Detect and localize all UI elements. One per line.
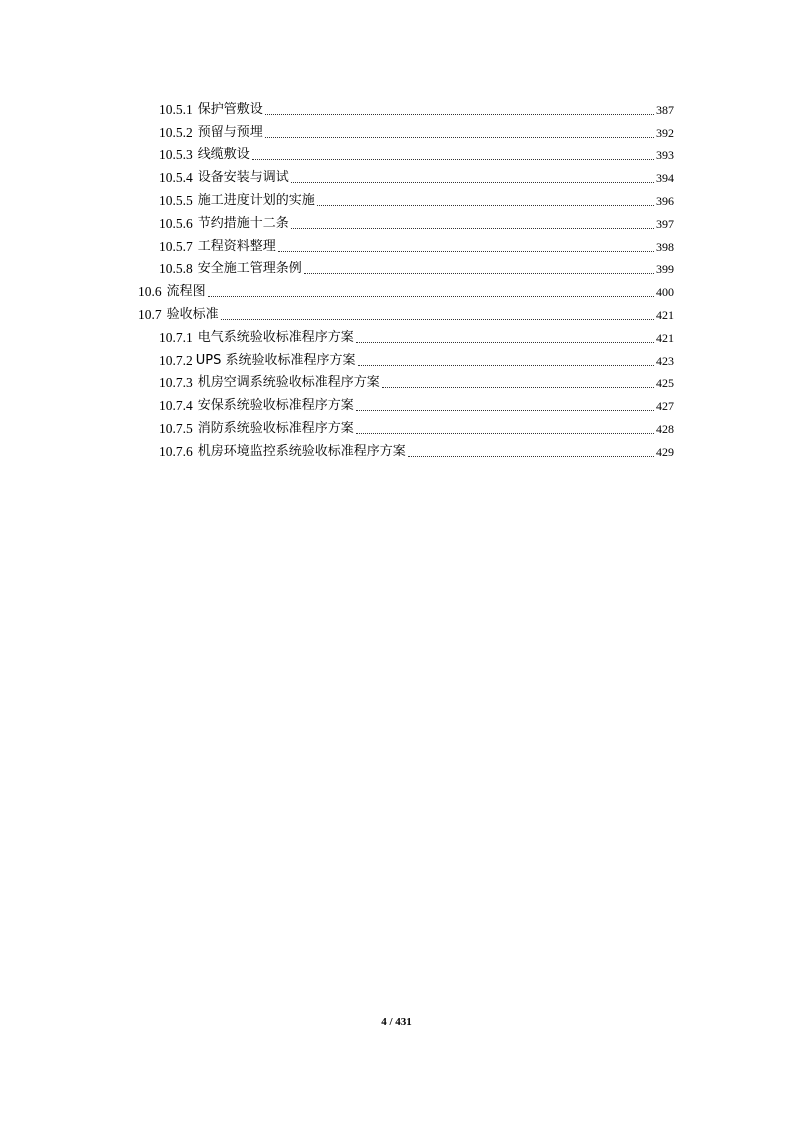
- toc-entry-title: 安全施工管理条例: [197, 261, 302, 277]
- toc-leader-dots: [356, 432, 654, 434]
- toc-entry-title: 设备安装与调试: [197, 170, 289, 186]
- toc-entry-title: 线缆敷设: [197, 147, 250, 163]
- toc-leader-dots: [356, 341, 654, 343]
- toc-entry-number: 10.5.3: [159, 147, 193, 163]
- toc-entry-number: 10.7.2: [159, 352, 193, 368]
- toc-entry-page: 427: [656, 399, 674, 414]
- toc-leader-dots: [358, 364, 655, 366]
- toc-entry-10-5-6[interactable]: [138, 209, 674, 232]
- toc-entry-number: 10.7.6: [159, 443, 193, 459]
- toc-leader-dots: [304, 272, 654, 274]
- toc-entry-page: 421: [656, 307, 674, 322]
- toc-entry-number: 10.7.3: [159, 375, 193, 391]
- toc-entry-number: 10.5.6: [159, 215, 193, 231]
- toc-entry-10-6[interactable]: [138, 277, 674, 300]
- toc-entry-page: 396: [656, 193, 674, 208]
- toc-entry-10-5-3[interactable]: [138, 141, 674, 164]
- toc-entry-number: 10.7.4: [159, 398, 193, 414]
- toc-entry-page: 398: [656, 239, 674, 254]
- table-of-contents: [138, 95, 674, 460]
- toc-entry-title: 验收标准: [166, 306, 219, 322]
- toc-entry-number: 10.7.1: [159, 329, 193, 345]
- toc-entry-title: 预留与预埋: [197, 124, 263, 140]
- toc-entry-number: 10.6: [138, 284, 162, 300]
- toc-entry-page: 394: [656, 171, 674, 186]
- toc-entry-title: 电气系统验收标准程序方案: [197, 329, 354, 345]
- toc-entry-page: 400: [656, 285, 674, 300]
- toc-entry-number: 10.5.2: [159, 124, 193, 140]
- toc-entry-page: 425: [656, 376, 674, 391]
- toc-entry-page: 428: [656, 421, 674, 436]
- toc-entry-number: 10.7.5: [159, 420, 193, 436]
- toc-entry-number: 10.5.5: [159, 192, 193, 208]
- toc-leader-dots: [265, 136, 654, 138]
- toc-leader-dots: [382, 386, 654, 388]
- toc-entry-number: 10.5.8: [159, 261, 193, 277]
- page-number: 4 / 431: [381, 1016, 412, 1028]
- toc-leader-dots: [208, 295, 654, 297]
- toc-entry-10-5-8[interactable]: [138, 255, 674, 278]
- toc-entry-title: 流程图: [166, 284, 206, 300]
- toc-entry-number: 10.5.4: [159, 170, 193, 186]
- toc-entry-title: 保护管敷设: [197, 101, 263, 117]
- toc-entry-10-7-3[interactable]: [138, 369, 674, 392]
- toc-leader-dots: [221, 318, 654, 320]
- toc-entry-title: UPS 系统验收标准程序方案: [195, 352, 356, 368]
- toc-leader-dots: [408, 455, 654, 457]
- toc-entry-10-7-2[interactable]: [138, 346, 674, 369]
- toc-entry-title: 施工进度计划的实施: [197, 192, 315, 208]
- toc-leader-dots: [278, 250, 654, 252]
- toc-leader-dots: [252, 158, 654, 160]
- toc-entry-title: 机房环境监控系统验收标准程序方案: [197, 443, 406, 459]
- toc-leader-dots: [291, 227, 654, 229]
- toc-entry-number: 10.7: [138, 306, 162, 322]
- toc-entry-10-5-4[interactable]: [138, 163, 674, 186]
- toc-leader-dots: [317, 204, 654, 206]
- toc-entry-10-7-4[interactable]: [138, 391, 674, 414]
- toc-entry-page: 429: [656, 444, 674, 459]
- toc-entry-10-5-5[interactable]: [138, 186, 674, 209]
- toc-entry-10-7-6[interactable]: [138, 437, 674, 460]
- toc-entry-title: 消防系统验收标准程序方案: [197, 420, 354, 436]
- toc-entry-10-7-5[interactable]: [138, 414, 674, 437]
- toc-entry-10-7[interactable]: [138, 300, 674, 323]
- toc-entry-page: 387: [656, 102, 674, 117]
- toc-entry-page: 399: [656, 262, 674, 277]
- toc-entry-10-7-1[interactable]: [138, 323, 674, 346]
- toc-entry-page: 423: [656, 353, 674, 368]
- toc-entry-title: 安保系统验收标准程序方案: [197, 398, 354, 414]
- toc-entry-page: 421: [656, 330, 674, 345]
- toc-entry-10-5-2[interactable]: [138, 118, 674, 141]
- toc-leader-dots: [265, 113, 654, 115]
- toc-entry-title: 机房空调系统验收标准程序方案: [197, 375, 380, 391]
- toc-entry-10-5-7[interactable]: [138, 232, 674, 255]
- toc-leader-dots: [291, 181, 654, 183]
- toc-entry-title: 节约措施十二条: [197, 215, 289, 231]
- toc-leader-dots: [356, 409, 654, 411]
- toc-entry-page: 393: [656, 148, 674, 163]
- toc-entry-page: 392: [656, 125, 674, 140]
- toc-entry-number: 10.5.1: [159, 101, 193, 117]
- toc-entry-title: 工程资料整理: [197, 238, 276, 254]
- toc-entry-number: 10.5.7: [159, 238, 193, 254]
- toc-entry-10-5-1[interactable]: [138, 95, 674, 118]
- toc-entry-page: 397: [656, 216, 674, 231]
